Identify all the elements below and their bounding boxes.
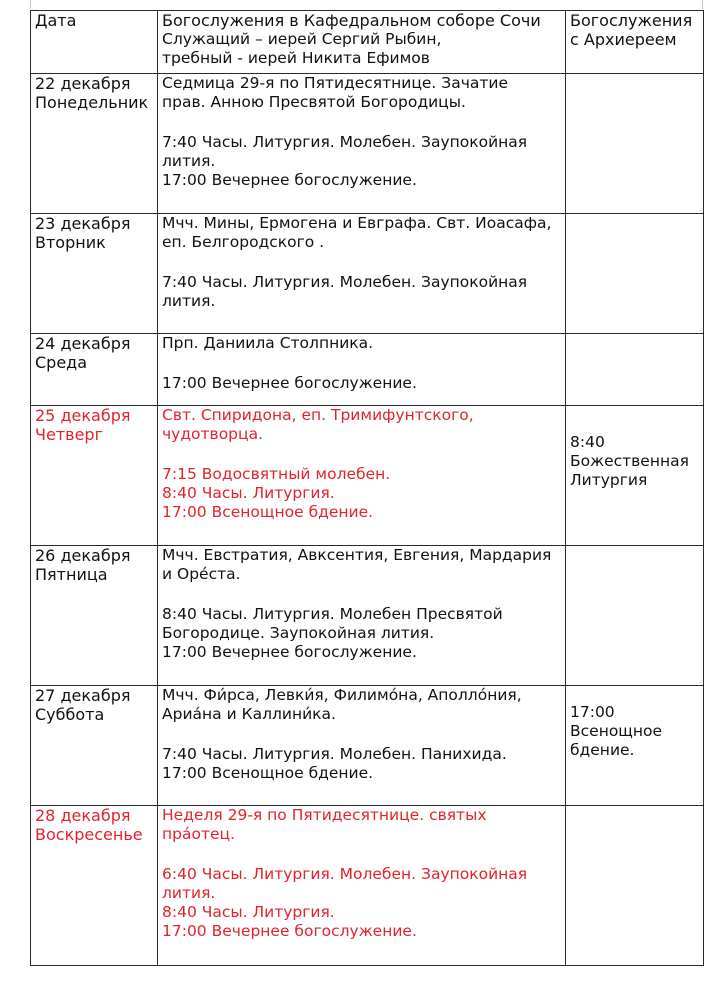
header-bishop-line: Богослужения xyxy=(570,11,693,30)
header-services xyxy=(158,11,566,74)
bishop-service-line: Божественная xyxy=(570,452,689,470)
service-cell xyxy=(158,214,566,334)
header-celebrant: Служащий – иерей Сергий Рыбин, xyxy=(162,30,442,48)
feast-line: Ариа́на и Каллини́ка. xyxy=(162,705,336,723)
service-time-line: 8:40 Часы. Литургия. xyxy=(162,903,335,921)
service-time-line: 7:40 Часы. Литургия. Молебен. Заупокойная xyxy=(162,273,528,291)
bishop-service-line: бдение. xyxy=(570,741,635,759)
table-row xyxy=(31,74,704,214)
feast-line: чудотворца. xyxy=(162,425,263,443)
spacer xyxy=(162,844,561,865)
table-row xyxy=(31,406,704,546)
weekday-text: Среда xyxy=(35,353,88,372)
spacer xyxy=(162,252,561,273)
weekday-text: Суббота xyxy=(35,705,105,724)
bishop-service-line: Всенощное xyxy=(570,722,663,740)
service-time-line: 17:00 Вечернее богослужение. xyxy=(162,171,417,189)
table-row xyxy=(31,214,704,334)
header-date: Дата xyxy=(31,11,158,74)
date-cell xyxy=(31,74,158,214)
bishop-cell xyxy=(566,546,704,686)
date-cell xyxy=(31,546,158,686)
feast-line: Свт. Спиридона, еп. Тримифунтского, xyxy=(162,406,474,424)
date-text: 26 декабря xyxy=(35,546,131,565)
bishop-cell xyxy=(566,806,704,966)
spacer xyxy=(162,353,561,374)
service-cell xyxy=(158,806,566,966)
date-cell xyxy=(31,334,158,406)
date-text: 25 декабря xyxy=(35,406,131,425)
bishop-cell xyxy=(566,686,704,806)
spacer xyxy=(162,444,561,465)
date-text: 27 декабря xyxy=(35,686,131,705)
service-time-line: 17:00 Вечернее богослужение. xyxy=(162,922,417,940)
date-cell xyxy=(31,806,158,966)
feast-line: Прп. Даниила Столпника. xyxy=(162,334,374,352)
bishop-cell xyxy=(566,214,704,334)
service-cell xyxy=(158,406,566,546)
service-time-line: 17:00 Всенощное бдение. xyxy=(162,764,374,782)
feast-line: прав. Анною Пресвятой Богородицы. xyxy=(162,93,466,111)
bishop-cell xyxy=(566,74,704,214)
bishop-cell xyxy=(566,334,704,406)
service-time-line: 7:15 Водосвятный молебен. xyxy=(162,465,391,483)
bishop-service-line: 17:00 xyxy=(570,703,615,721)
service-time-line: лития. xyxy=(162,152,216,170)
service-time-line: 7:40 Часы. Литургия. Молебен. Заупокойная xyxy=(162,133,528,151)
service-cell xyxy=(158,546,566,686)
service-time-line: лития. xyxy=(162,884,216,902)
service-time-line: лития. xyxy=(162,292,216,310)
spacer xyxy=(162,112,561,133)
feast-line: Неделя 29-я по Пятидесятнице. святых xyxy=(162,806,487,824)
service-cell xyxy=(158,74,566,214)
header-bishop-line: с Архиереем xyxy=(570,30,677,49)
date-cell xyxy=(31,214,158,334)
header-services-title: Богослужения в Кафедральном соборе Сочи xyxy=(162,11,541,30)
feast-line: пра́отец. xyxy=(162,825,235,843)
date-cell xyxy=(31,406,158,546)
header-requiem-priest: требный - иерей Никита Ефимов xyxy=(162,49,430,67)
spacer xyxy=(162,584,561,605)
date-text: 22 декабря xyxy=(35,74,131,93)
header-bishop xyxy=(566,11,704,74)
service-cell xyxy=(158,334,566,406)
table-row xyxy=(31,546,704,686)
date-cell xyxy=(31,686,158,806)
weekday-text: Понедельник xyxy=(35,93,149,112)
top-page-marks xyxy=(0,0,720,10)
date-text: 24 декабря xyxy=(35,334,131,353)
service-time-line: 6:40 Часы. Литургия. Молебен. Заупокойная xyxy=(162,865,528,883)
feast-line: еп. Белгородского . xyxy=(162,233,325,251)
feast-line: Мчч. Мины, Ермогена и Евграфа. Свт. Иоасафа, xyxy=(162,214,552,232)
bishop-cell xyxy=(566,406,704,546)
schedule-table xyxy=(30,10,704,966)
feast-line: и Оре́ста. xyxy=(162,565,241,583)
feast-line: Мчч. Евстратия, Авксентия, Евгения, Мардария xyxy=(162,546,552,564)
service-cell xyxy=(158,686,566,806)
page-mark xyxy=(702,0,703,9)
service-time-line: 7:40 Часы. Литургия. Молебен. Панихида. xyxy=(162,745,507,763)
feast-line: Седмица 29-я по Пятидесятнице. Зачатие xyxy=(162,74,509,92)
date-text: 28 декабря xyxy=(35,806,131,825)
weekday-text: Вторник xyxy=(35,233,106,252)
service-time-line: Богородице. Заупокойная лития. xyxy=(162,624,435,642)
service-time-line: 8:40 Часы. Литургия. Молебен Пресвятой xyxy=(162,605,503,623)
table-row xyxy=(31,334,704,406)
feast-line: Мчч. Фи́рса, Левки́я, Филимо́на, Аполло́ния, xyxy=(162,686,522,704)
page-mark xyxy=(30,0,31,9)
service-time-line: 17:00 Вечернее богослужение. xyxy=(162,643,417,661)
table-row xyxy=(31,806,704,966)
table-row xyxy=(31,686,704,806)
weekday-text: Четверг xyxy=(35,425,103,444)
table-header-row xyxy=(31,11,704,74)
bishop-service-line: 8:40 xyxy=(570,433,605,451)
weekday-text: Пятница xyxy=(35,565,108,584)
spacer xyxy=(162,724,561,745)
date-text: 23 декабря xyxy=(35,214,131,233)
service-time-line: 17:00 Всенощное бдение. xyxy=(162,503,374,521)
service-time-line: 17:00 Вечернее богослужение. xyxy=(162,374,417,392)
weekday-text: Воскресенье xyxy=(35,825,143,844)
service-time-line: 8:40 Часы. Литургия. xyxy=(162,484,335,502)
bishop-service-line: Литургия xyxy=(570,471,648,489)
